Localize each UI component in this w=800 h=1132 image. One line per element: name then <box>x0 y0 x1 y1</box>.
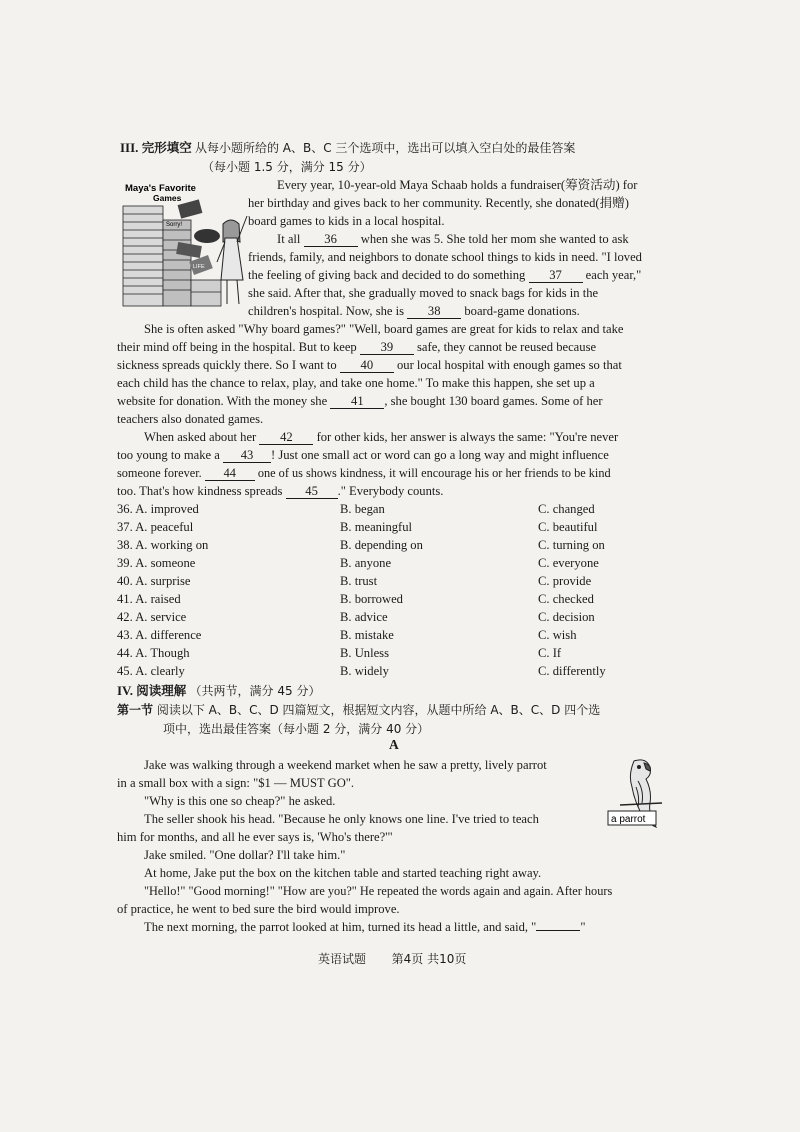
option-c[interactable]: C. beautiful <box>538 520 598 534</box>
passage-text: " <box>580 920 586 934</box>
p3-text: their mind off being in the hospital. But to keep <box>117 340 357 354</box>
p4-text: ! Just one small act or word can go a long way and might influence <box>271 448 609 462</box>
p4-text: one of us shows kindness, it will encourage his or her friends to be kind <box>257 466 611 480</box>
p2-line1 <box>277 230 629 248</box>
option-b[interactable]: B. trust <box>340 574 378 588</box>
option-a[interactable]: 42. A. service <box>117 610 187 624</box>
option-a[interactable]: 44. A. Though <box>117 646 190 660</box>
p3-line6: teachers also donated games. <box>117 412 264 426</box>
passage-line5: him for months, and all he ever says is, 'Who's there?'" <box>117 830 393 844</box>
p1-line2: her birthday and gives back to her community. Recently, she donated(捐赠) <box>248 196 629 210</box>
p2-text: It all <box>277 232 301 246</box>
passage-line9: of practice, he went to bed sure the bird would improve. <box>117 902 400 916</box>
section-number: IV. <box>117 683 134 698</box>
life-label: LIFE <box>193 264 205 270</box>
p4-text: ." Everybody counts. <box>337 484 444 498</box>
footer-total: 共10页 <box>427 952 467 966</box>
option-c[interactable]: C. turning on <box>538 538 605 552</box>
option-a[interactable]: 45. A. clearly <box>117 664 185 678</box>
option-b[interactable]: B. mistake <box>340 628 394 642</box>
p2-text: the feeling of giving back and decided to do something <box>248 268 526 282</box>
p3-text: our local hospital with enough games so that <box>396 358 622 372</box>
parrot-figure <box>606 757 676 829</box>
blank-39[interactable]: 39 <box>360 340 414 355</box>
option-a[interactable]: 41. A. raised <box>117 592 181 606</box>
option-c[interactable]: C. everyone <box>538 556 599 570</box>
option-b[interactable]: B. anyone <box>340 556 392 570</box>
footer-page: 第4页 <box>391 952 424 966</box>
option-b[interactable]: B. advice <box>340 610 388 624</box>
option-a[interactable]: 40. A. surprise <box>117 574 191 588</box>
passage-text: The next morning, the parrot looked at him, turned its head a little, and said, " <box>144 920 537 934</box>
p3-text: , she bought 130 board games. Some of her <box>384 394 603 408</box>
blank-40[interactable]: 40 <box>340 358 394 373</box>
p2-line3 <box>248 266 641 284</box>
p3-text: website for donation. With the money she <box>117 394 328 408</box>
passage-line2: in a small box with a sign: "$1 — MUST GO". <box>117 776 355 790</box>
p1-line3: board games to kids in a local hospital. <box>248 214 445 228</box>
passage-line7: At home, Jake put the box on the kitchen table and started teaching right away. <box>144 866 542 880</box>
blank-44[interactable]: 44 <box>205 466 255 481</box>
p3-line1: She is often asked "Why board games?" "Well, board games are great for kids to relax and take <box>144 322 624 336</box>
option-c[interactable]: C. wish <box>538 628 577 642</box>
blank-41[interactable]: 41 <box>330 394 384 409</box>
option-b[interactable]: B. meaningful <box>340 520 413 534</box>
p2-text: board-game donations. <box>464 304 580 318</box>
sorry-label: Sorry! <box>166 222 183 228</box>
p3-text: safe, they cannot be reused because <box>417 340 597 354</box>
passage-line3: "Why is this one so cheap?" he asked. <box>144 794 336 808</box>
option-c[interactable]: C. differently <box>538 664 606 678</box>
passage-line4: The seller shook his head. "Because he only knows one line. I've tried to teach <box>144 812 539 826</box>
blank-43[interactable]: 43 <box>223 448 271 463</box>
section-score: （共两节，满分 45 分） <box>189 684 321 698</box>
p3-line5 <box>117 392 603 410</box>
p2-line4: she said. After that, she gradually moved to snack bags for kids in the <box>248 286 599 300</box>
p4-text: too. That's how kindness spreads <box>117 484 283 498</box>
option-b[interactable]: B. depending on <box>340 538 423 552</box>
p3-text: sickness spreads quickly there. So I want to <box>117 358 337 372</box>
p3-line2 <box>117 338 596 356</box>
section-number: III. <box>120 140 139 155</box>
option-c[interactable]: C. If <box>538 646 562 660</box>
option-a[interactable]: 36. A. improved <box>117 502 199 516</box>
option-a[interactable]: 38. A. working on <box>117 538 209 552</box>
answer-blank[interactable] <box>536 930 580 931</box>
option-c[interactable]: C. provide <box>538 574 592 588</box>
p2-line2: friends, family, and neighbors to donate school things to kids in need. "I loved <box>248 250 642 264</box>
p4-line4 <box>117 482 443 500</box>
passage-line8: "Hello!" "Good morning!" "How are you?" He repeated the words again and again. After hours <box>144 884 613 898</box>
p4-text: too young to make a <box>117 448 220 462</box>
figure-title-line2: Games <box>153 193 182 203</box>
option-b[interactable]: B. widely <box>340 664 389 678</box>
section-title: 完形填空 <box>141 140 192 155</box>
blank-45[interactable]: 45 <box>286 484 338 499</box>
section-4-heading <box>117 681 320 699</box>
option-b[interactable]: B. borrowed <box>340 592 403 606</box>
blank-37[interactable]: 37 <box>529 268 583 283</box>
p4-text: someone forever. <box>117 466 202 480</box>
part-1-instruction <box>117 701 600 718</box>
p4-text: When asked about her <box>144 430 257 444</box>
maya-games-illustration <box>119 180 269 310</box>
p4-line1 <box>144 428 618 446</box>
p2-line5 <box>248 302 580 320</box>
option-b[interactable]: B. Unless <box>340 646 389 660</box>
blank-42[interactable]: 42 <box>259 430 313 445</box>
p3-line4: each child has the chance to relax, play, and take one home." To make this happen, she set up a <box>117 376 595 390</box>
option-c[interactable]: C. decision <box>538 610 595 624</box>
page-footer <box>318 950 466 967</box>
option-b[interactable]: B. began <box>340 502 385 516</box>
section-instruction: 从每小题所给的 A、B、C 三个选项中，选出可以填入空白处的最佳答案 <box>194 141 576 155</box>
parrot-illustration <box>606 757 676 829</box>
passage-letter: A <box>389 737 399 752</box>
p4-text: for other kids, her answer is always the same: "You're never <box>316 430 619 444</box>
option-a[interactable]: 39. A. someone <box>117 556 196 570</box>
blank-38[interactable]: 38 <box>407 304 461 319</box>
figure-title-line1: Maya's Favorite <box>125 183 196 194</box>
p2-text: when she was 5. She told her mom she wanted to ask <box>360 232 629 246</box>
option-c[interactable]: C. changed <box>538 502 595 516</box>
parrot-label: a parrot <box>611 814 646 825</box>
option-c[interactable]: C. checked <box>538 592 594 606</box>
p4-line2 <box>117 446 609 464</box>
part-title: 第一节 <box>117 703 154 717</box>
passage-line1: Jake was walking through a weekend market when he saw a pretty, lively parrot <box>144 758 547 772</box>
section-title: 阅读理解 <box>136 683 187 698</box>
p4-line3 <box>117 464 611 482</box>
p3-line3 <box>117 356 622 374</box>
p1-line1: Every year, 10-year-old Maya Schaab holds a fundraiser(筹资活动) for <box>277 178 638 192</box>
p2-text: children's hospital. Now, she is <box>248 304 405 318</box>
passage-line10 <box>144 918 585 936</box>
p2-text: each year," <box>585 268 642 282</box>
section-score: （每小题 1.5 分，满分 15 分） <box>202 160 372 174</box>
option-a[interactable]: 37. A. peaceful <box>117 520 194 534</box>
section-3-heading <box>120 138 575 156</box>
footer-subject: 英语试题 <box>318 952 367 966</box>
blank-36[interactable]: 36 <box>304 232 358 247</box>
part-1-instruction-line2: 项中，选出最佳答案（每小题 2 分，满分 40 分） <box>163 722 430 736</box>
passage-line6: Jake smiled. "One dollar? I'll take him." <box>144 848 346 862</box>
part-instruction: 阅读以下 A、B、C、D 四篇短文，根据短文内容，从题中所给 A、B、C、D 四个选 <box>156 703 601 717</box>
girl-figure <box>217 216 247 304</box>
option-a[interactable]: 43. A. difference <box>117 628 202 642</box>
maya-figure <box>119 180 269 310</box>
